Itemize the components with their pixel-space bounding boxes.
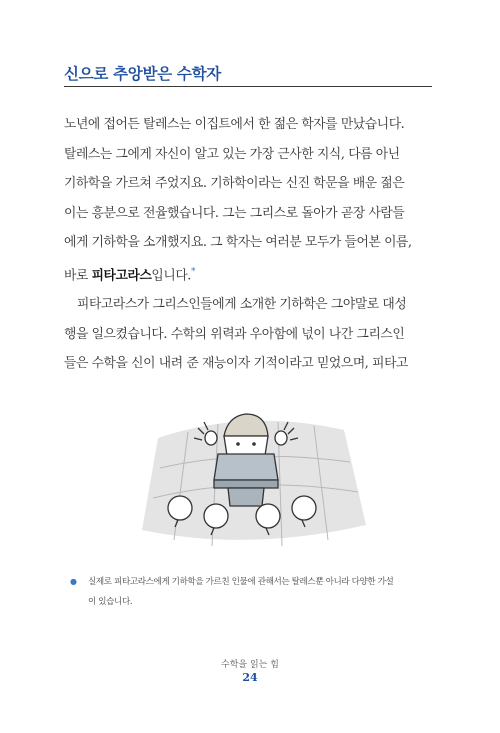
body-line-prefix: 바로 — [64, 267, 92, 283]
pythagoras-illustration — [118, 380, 380, 565]
body-line-suffix: 입니다. — [151, 267, 191, 283]
body-line: 탈레스는 그에게 자신이 알고 있는 가장 근사한 지식, 다름 아닌 — [64, 146, 400, 162]
body-line: 기하학을 가르쳐 주었지요. 기하학이라는 신진 학문을 배운 젊은 — [64, 176, 405, 191]
footnote-text: 실제로 피타고라스에게 기하학을 가르친 인물에 관해서는 탈레스뿐 아니라 다양한 가설이 있습니다. — [88, 577, 394, 607]
body-line: 행을 일으켰습니다. 수학의 위력과 우아함에 넋이 나간 그리스인 — [64, 326, 405, 342]
body-line: 노년에 접어든 탈레스는 이집트에서 한 젊은 학자를 만났습니다. — [64, 117, 405, 132]
body-line: 들은 수학을 신이 내려 준 재능이자 기적이라고 믿었으며, 피타고 — [64, 356, 409, 372]
body-line: 에게 기하학을 소개했지요. 그 학자는 여러분 모두가 들어본 이름, — [64, 235, 412, 250]
footnote-marker[interactable]: * — [190, 266, 196, 277]
title-divider — [64, 86, 432, 87]
body-line: 이는 흥분으로 전율했습니다. 그는 그리스로 돌아가 곧장 사람들 — [64, 205, 405, 221]
key-term-pythagoras: 피타고라스 — [91, 267, 152, 283]
footnote-bullet: ● — [70, 577, 77, 586]
section-title: 신으로 추앙받은 수학자 — [64, 65, 221, 83]
body-line — [64, 258, 394, 291]
page-number: 24 — [242, 671, 258, 684]
body-text — [64, 110, 412, 379]
running-title: 수학을 읽는 힘 — [221, 660, 279, 670]
body-line: 피타고라스가 그리스인들에게 소개한 기하학은 그야말로 대성 — [77, 297, 407, 313]
footnote — [70, 572, 400, 612]
